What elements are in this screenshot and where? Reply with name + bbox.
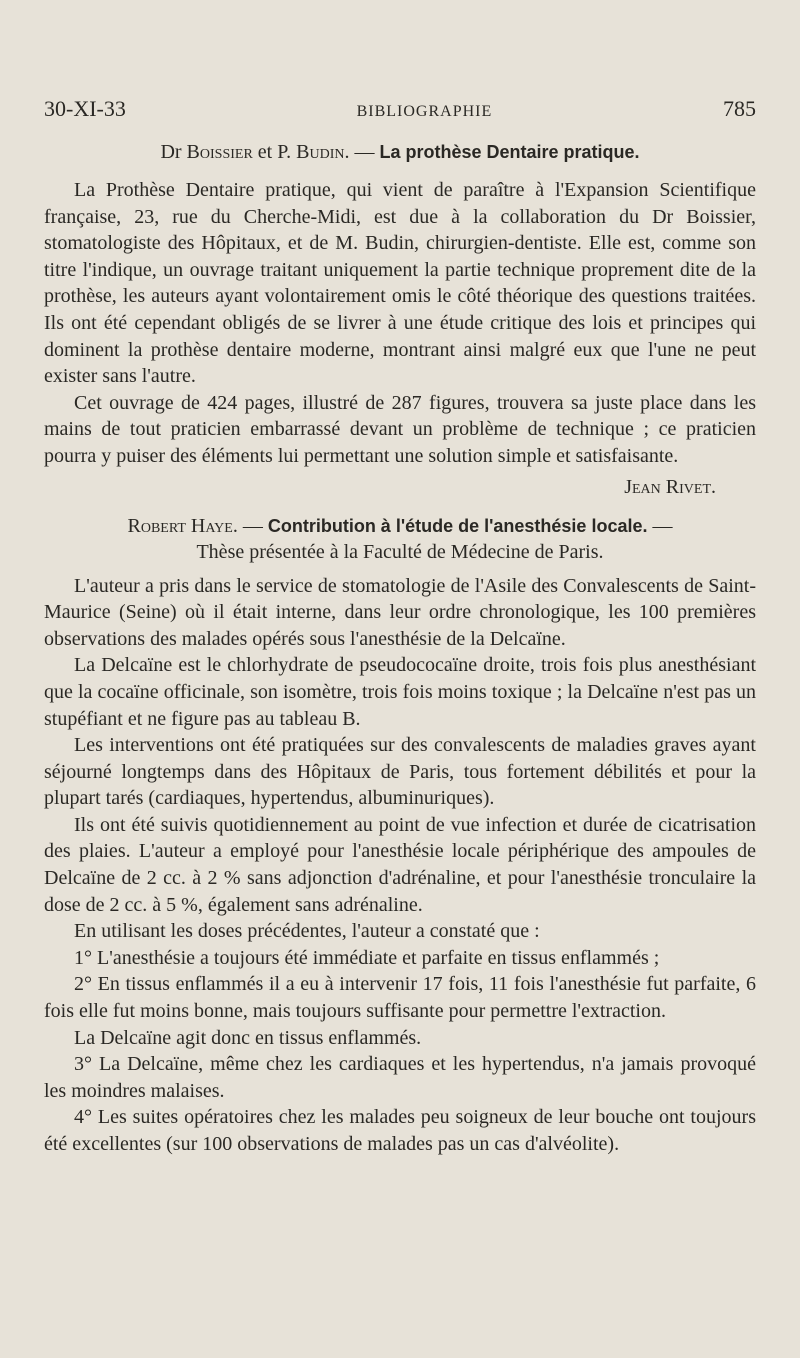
review2-paragraph: En utilisant les doses précédentes, l'auteur a constaté que : xyxy=(74,920,540,943)
review2-paragraph: 4° Les suites opératoires chez les malades peu soigneux de leur bouche ont toujours été excellentes (sur 100 observations de malades pas un cas d'alvéolite). xyxy=(44,1106,756,1155)
review2-author: Robert Haye. xyxy=(127,514,238,537)
review1-body xyxy=(44,177,756,470)
review1-author-prefix: Dr xyxy=(160,141,182,163)
review1-paragraph: Cet ouvrage de 424 pages, illustré de 287 figures, trouvera sa juste place dans les mains de tout praticien embarrassé devant un problème de technique ; ce praticien pourra y puiser des éléments lui permettant une solution simple et satisfaisante. xyxy=(44,391,756,467)
review2-title: Contribution à l'étude de l'anesthésie locale. xyxy=(267,515,648,536)
review1-paragraph: La Prothèse Dentaire pratique, qui vient de paraître à l'Expansion Scientifique française, 23, rue du Cherche-Midi, est due à la collaboration du Dr Boissier, stomatologiste des Hôpitaux, et de M. Budin, chirurgien-dentiste. Elle est, comme son titre l'indique, un ouvrage traitant uniquement la partie technique proprement dite de la prothèse, les auteurs ayant volontairement omis le côté théorique des questions traitées. Ils ont été cependant obligés de se livrer à une étude critique des lois et principes qui dominent la prothèse dentaire moderne, montrant ainsi malgré eux que l'une ne peut exister sans l'autre. xyxy=(44,179,756,388)
review2-heading xyxy=(44,513,756,539)
review2-paragraph: 2° En tissus enflammés il a eu à intervenir 17 fois, 11 fois l'anesthésie fut parfaite, 6 fois elle fut moins bonne, mais toujours suffisante pour permettre l'extraction. xyxy=(44,973,756,1023)
review2-paragraph: L'auteur a pris dans le service de stomatologie de l'Asile des Convalescents de Saint-Maurice (Seine) où il était interne, dans leur ordre chronologique, les 100 premières observations des malades opérés sous l'anesthésie de la Delcaïne. xyxy=(44,574,756,650)
review1-author1: Boissier xyxy=(186,141,253,163)
header-date: 30-XI-33 xyxy=(44,96,126,121)
review2-dash: — xyxy=(242,514,263,537)
page-number: 785 xyxy=(722,96,756,121)
review1-title: La prothèse Dentaire pratique. xyxy=(379,142,640,162)
review2-paragraph: Les interventions ont été pratiquées sur des convalescents de maladies graves ayant séjourné longtemps dans des Hôpitaux de Paris, tous fortement débilités et pour la plupart tarés (cardiaques, hypertendus, albuminuriques). xyxy=(44,734,756,810)
header-section-title: BIBLIOGRAPHIE xyxy=(356,103,493,120)
review1-author2: P. Budin. xyxy=(277,141,350,163)
review1-conj: et xyxy=(257,141,273,163)
review1-signature: Jean Rivet. xyxy=(624,475,716,498)
review2-paragraph: La Delcaïne est le chlorhydrate de pseudococaïne droite, trois fois plus anesthésiant que la cocaïne officinale, son isomètre, trois fois moins toxique ; la Delcaïne n'est pas un stupéfiant et ne figure pas au tableau B. xyxy=(44,654,756,730)
review2-paragraph: La Delcaïne agit donc en tissus enflammés. xyxy=(74,1026,422,1049)
review2-paragraph: Ils ont été suivis quotidiennement au point de vue infection et durée de cicatrisation des plaies. L'auteur a employé pour l'anesthésie locale périphérique des ampoules de Delcaïne de 2 cc. à 2 % sans adjonction d'adrénaline, et pour l'anesthésie tronculaire la dose de 2 cc. à 5 %, également sans adrénaline. xyxy=(44,813,756,916)
review1-heading xyxy=(44,138,756,167)
review2-body xyxy=(44,573,756,1158)
review1-dash: — xyxy=(354,141,375,163)
review2-subtitle: Thèse présentée à la Faculté de Médecine de Paris. xyxy=(196,540,604,563)
review2-paragraph: 1° L'anesthésie a toujours été immédiate et parfaite en tissus enflammés ; xyxy=(74,946,660,969)
review2-dash2: — xyxy=(652,514,673,537)
review2-paragraph: 3° La Delcaïne, même chez les cardiaques et les hypertendus, n'a jamais provoqué les moindres malaises. xyxy=(44,1053,756,1102)
running-head xyxy=(44,96,756,122)
